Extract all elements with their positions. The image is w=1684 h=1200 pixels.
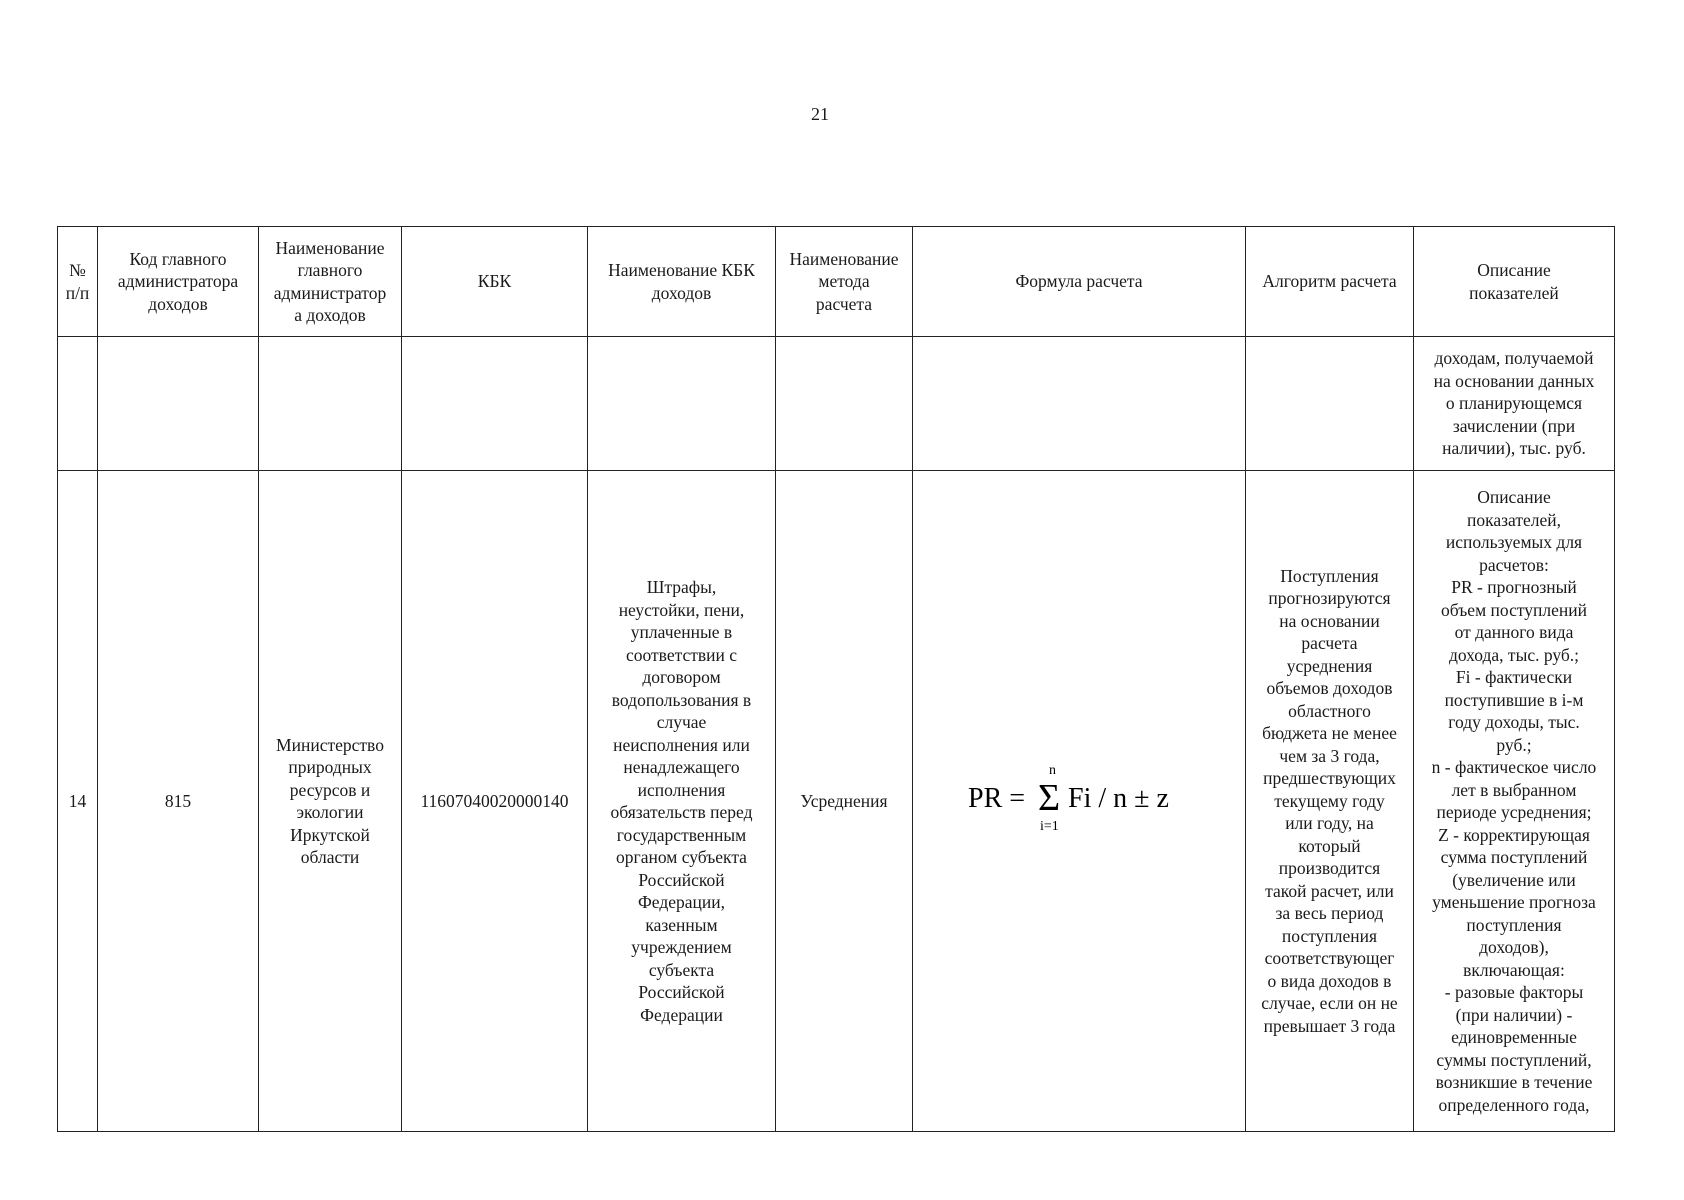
income-forecast-table	[57, 226, 1615, 1132]
cell-empty	[402, 337, 588, 471]
header-kbk: КБК	[402, 227, 588, 337]
formula-lhs: PR =	[968, 783, 1026, 815]
formula-upper-limit: n	[1049, 763, 1056, 779]
cell-description: Описание показателей, используемых для расчетов: PR - прогнозный объем поступлений от данного вида дохода, тыс. руб.; Fi - фактически поступившие в i-м году доходы, тыс. руб.; n - фактическое число лет в выбранном периоде усреднения; Z - корректирующая сумма поступлений (увеличение или уменьшение прогноза поступления доходов), включающая: - разовые факторы (при наличии) - единовременные суммы поступлений, возникшие в течение определенного года,	[1414, 471, 1615, 1132]
cell-description-continued: доходам, получаемой на основании данных о планирующемся зачислении (при наличии), тыс. руб.	[1414, 337, 1615, 471]
cell-empty	[588, 337, 776, 471]
formula-rhs: Fi / n ± z	[1068, 783, 1169, 815]
header-admin-code: Код главного администратора доходов	[98, 227, 259, 337]
formula-lower-limit: i=1	[1040, 819, 1059, 835]
page-number: 21	[811, 104, 829, 124]
cell-kbk-name: Штрафы, неустойки, пени, уплаченные в соответствии с договором водопользования в случае неисполнения или ненадлежащего исполнения обязательств перед государственным органом субъекта Российской Федерации, казенным учреждением субъекта Российской Федерации	[588, 471, 776, 1132]
table-row-14	[58, 471, 1615, 1132]
header-kbk-name: Наименование КБК доходов	[588, 227, 776, 337]
formula-svg	[964, 758, 1194, 838]
header-method: Наименование метода расчета	[776, 227, 913, 337]
header-row	[58, 227, 1615, 337]
header-algorithm: Алгоритм расчета	[1246, 227, 1414, 337]
cell-kbk: 11607040020000140	[402, 471, 588, 1132]
cell-empty	[98, 337, 259, 471]
cell-empty	[913, 337, 1246, 471]
header-admin-name: Наименование главного администратор а доходов	[259, 227, 402, 337]
formula-sigma: Σ	[1038, 777, 1061, 820]
cell-empty	[259, 337, 402, 471]
cell-empty	[1246, 337, 1414, 471]
cell-num: 14	[58, 471, 98, 1132]
cell-algorithm: Поступления прогнозируются на основании расчета усреднения объемов доходов областного бюджета не менее чем за 3 года, предшествующих текущему году или году, на который производится такой расчет, или за весь период поступления соответствующег о вида доходов в случае, если он не превышает 3 года	[1246, 471, 1414, 1132]
cell-admin-code: 815	[98, 471, 259, 1132]
cell-empty	[776, 337, 913, 471]
header-num: № п/п	[58, 227, 98, 337]
table-row-continuation	[58, 337, 1615, 471]
cell-method: Усреднения	[776, 471, 913, 1132]
header-formula: Формула расчета	[913, 227, 1246, 337]
cell-empty	[58, 337, 98, 471]
cell-admin-name: Министерство природных ресурсов и экологии Иркутской области	[259, 471, 402, 1132]
header-description: Описание показателей	[1414, 227, 1615, 337]
cell-formula	[913, 471, 1246, 1132]
